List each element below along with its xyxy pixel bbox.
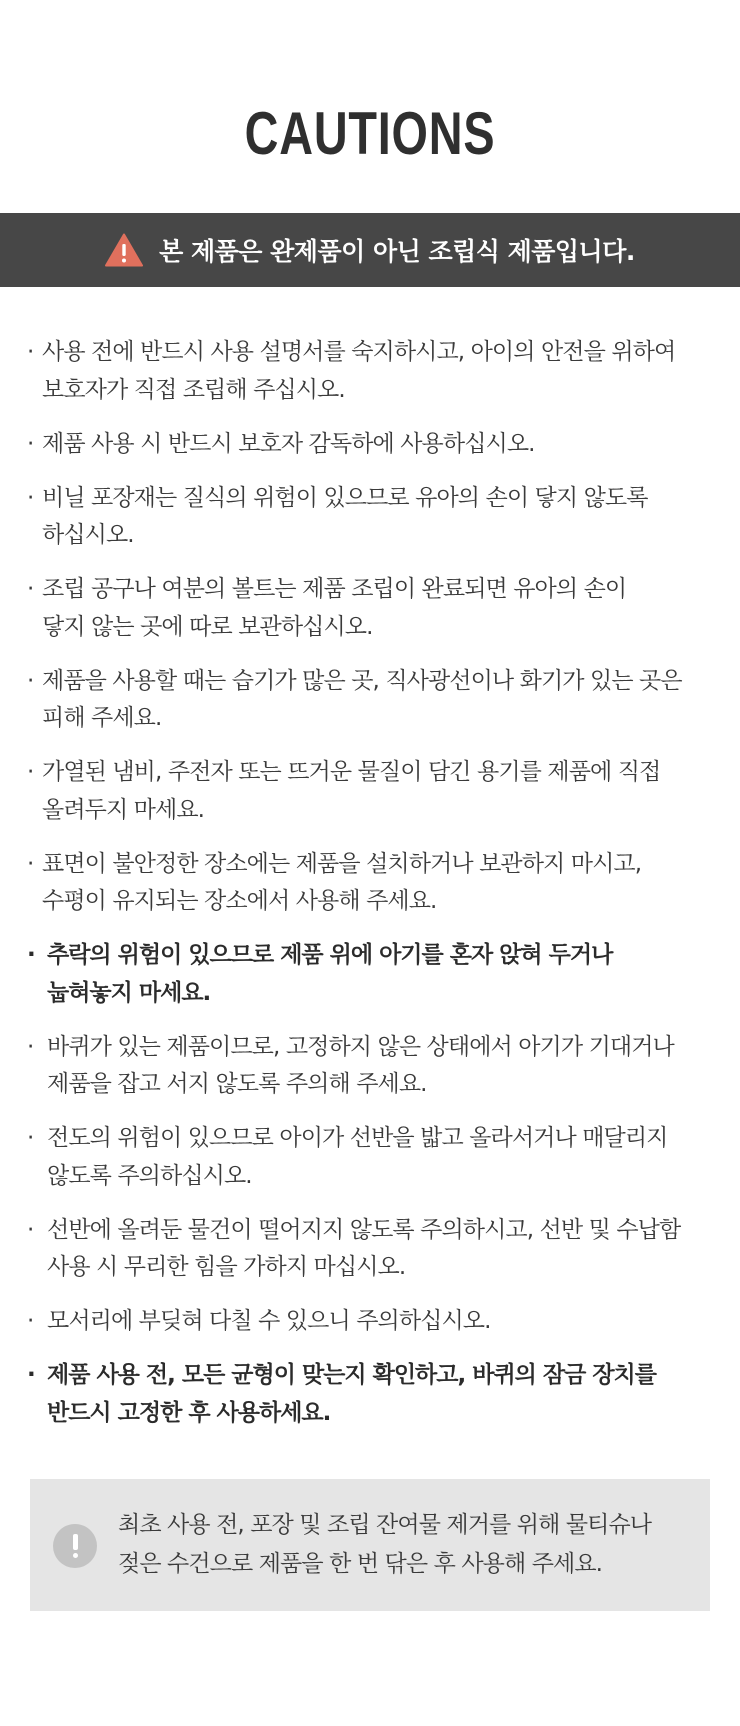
exclamation-circle-icon [53,1524,97,1568]
caution-item [0,426,740,464]
caution-text: 제품 사용 전, 모든 균형이 맞는지 확인하고, 바퀴의 잠금 장치를 반드시 고정한 후 사용하세요. [47,1362,656,1426]
cleaning-notice-box [30,1479,710,1611]
caution-text: 비닐 포장재는 질식의 위험이 있으므로 유아의 손이 닿지 않도록 하십시오. [42,484,648,548]
bullet: · [27,1033,34,1060]
bullet: · [27,1362,35,1388]
caution-item [0,1303,740,1341]
caution-item [0,846,740,921]
bullet: · [27,1125,34,1151]
caution-item [0,571,740,646]
caution-item-emphasis [0,1357,740,1432]
banner-text: 본 제품은 완제품이 아닌 조립식 제품입니다. [159,237,635,266]
warning-triangle-icon [105,233,143,267]
caution-item [0,1120,740,1195]
caution-item [0,1029,740,1104]
caution-item [0,663,740,738]
bullet: · [27,942,35,968]
bullet: · [27,1308,34,1334]
caution-item [0,480,740,555]
bullet: · [27,430,34,457]
bullet: · [27,667,34,694]
caution-text: 전도의 위험이 있으므로 아이가 선반을 밟고 올라서거나 매달리지 않도록 주의하십시오. [47,1125,668,1189]
assembly-notice-banner [0,213,740,287]
caution-text: 모서리에 부딪혀 다칠 수 있으니 주의하십시오. [47,1308,491,1334]
caution-text: 추락의 위험이 있으므로 제품 위에 아기를 혼자 앉혀 두거나 눕혀놓지 마세요. [47,942,613,1006]
bullet: · [27,1216,34,1243]
bullet: · [27,759,34,785]
cautions-list [0,334,740,1449]
bullet: · [27,576,34,602]
caution-text: 선반에 올려둔 물건이 떨어지지 않도록 주의하시고, 선반 및 수납함 사용 시 무리한 힘을 가하지 마십시오. [47,1216,681,1280]
bullet: · [27,484,34,511]
caution-text: 조립 공구나 여분의 볼트는 제품 조립이 완료되면 유아의 손이 닿지 않는 곳에 따로 보관하십시오. [42,576,627,640]
caution-text: 표면이 불안정한 장소에는 제품을 설치하거나 보관하지 마시고, 수평이 유지되는 장소에서 사용해 주세요. [42,850,642,914]
caution-item [0,1212,740,1287]
caution-text: 제품 사용 시 반드시 보호자 감독하에 사용하십시오. [42,430,535,457]
bullet: · [27,339,34,365]
caution-text: 바퀴가 있는 제품이므로, 고정하지 않은 상태에서 아기가 기대거나 제품을 잡고 서지 않도록 주의해 주세요. [47,1033,674,1097]
caution-item [0,334,740,409]
bullet: · [27,850,34,877]
caution-text: 가열된 냄비, 주전자 또는 뜨거운 물질이 담긴 용기를 제품에 직접 올려두지 마세요. [42,759,661,823]
caution-item [0,754,740,829]
caution-item-emphasis [0,937,740,1012]
notice-text: 최초 사용 전, 포장 및 조립 잔여물 제거를 위해 물티슈나 젖은 수건으로 제품을 한 번 닦은 후 사용해 주세요. [118,1512,652,1577]
caution-text: 제품을 사용할 때는 습기가 많은 곳, 직사광선이나 화기가 있는 곳은 피해 주세요. [42,667,682,731]
page-title: CAUTIONS [244,100,496,167]
caution-text: 사용 전에 반드시 사용 설명서를 숙지하시고, 아이의 안전을 위하여 보호자가 직접 조립해 주십시오. [42,339,676,403]
